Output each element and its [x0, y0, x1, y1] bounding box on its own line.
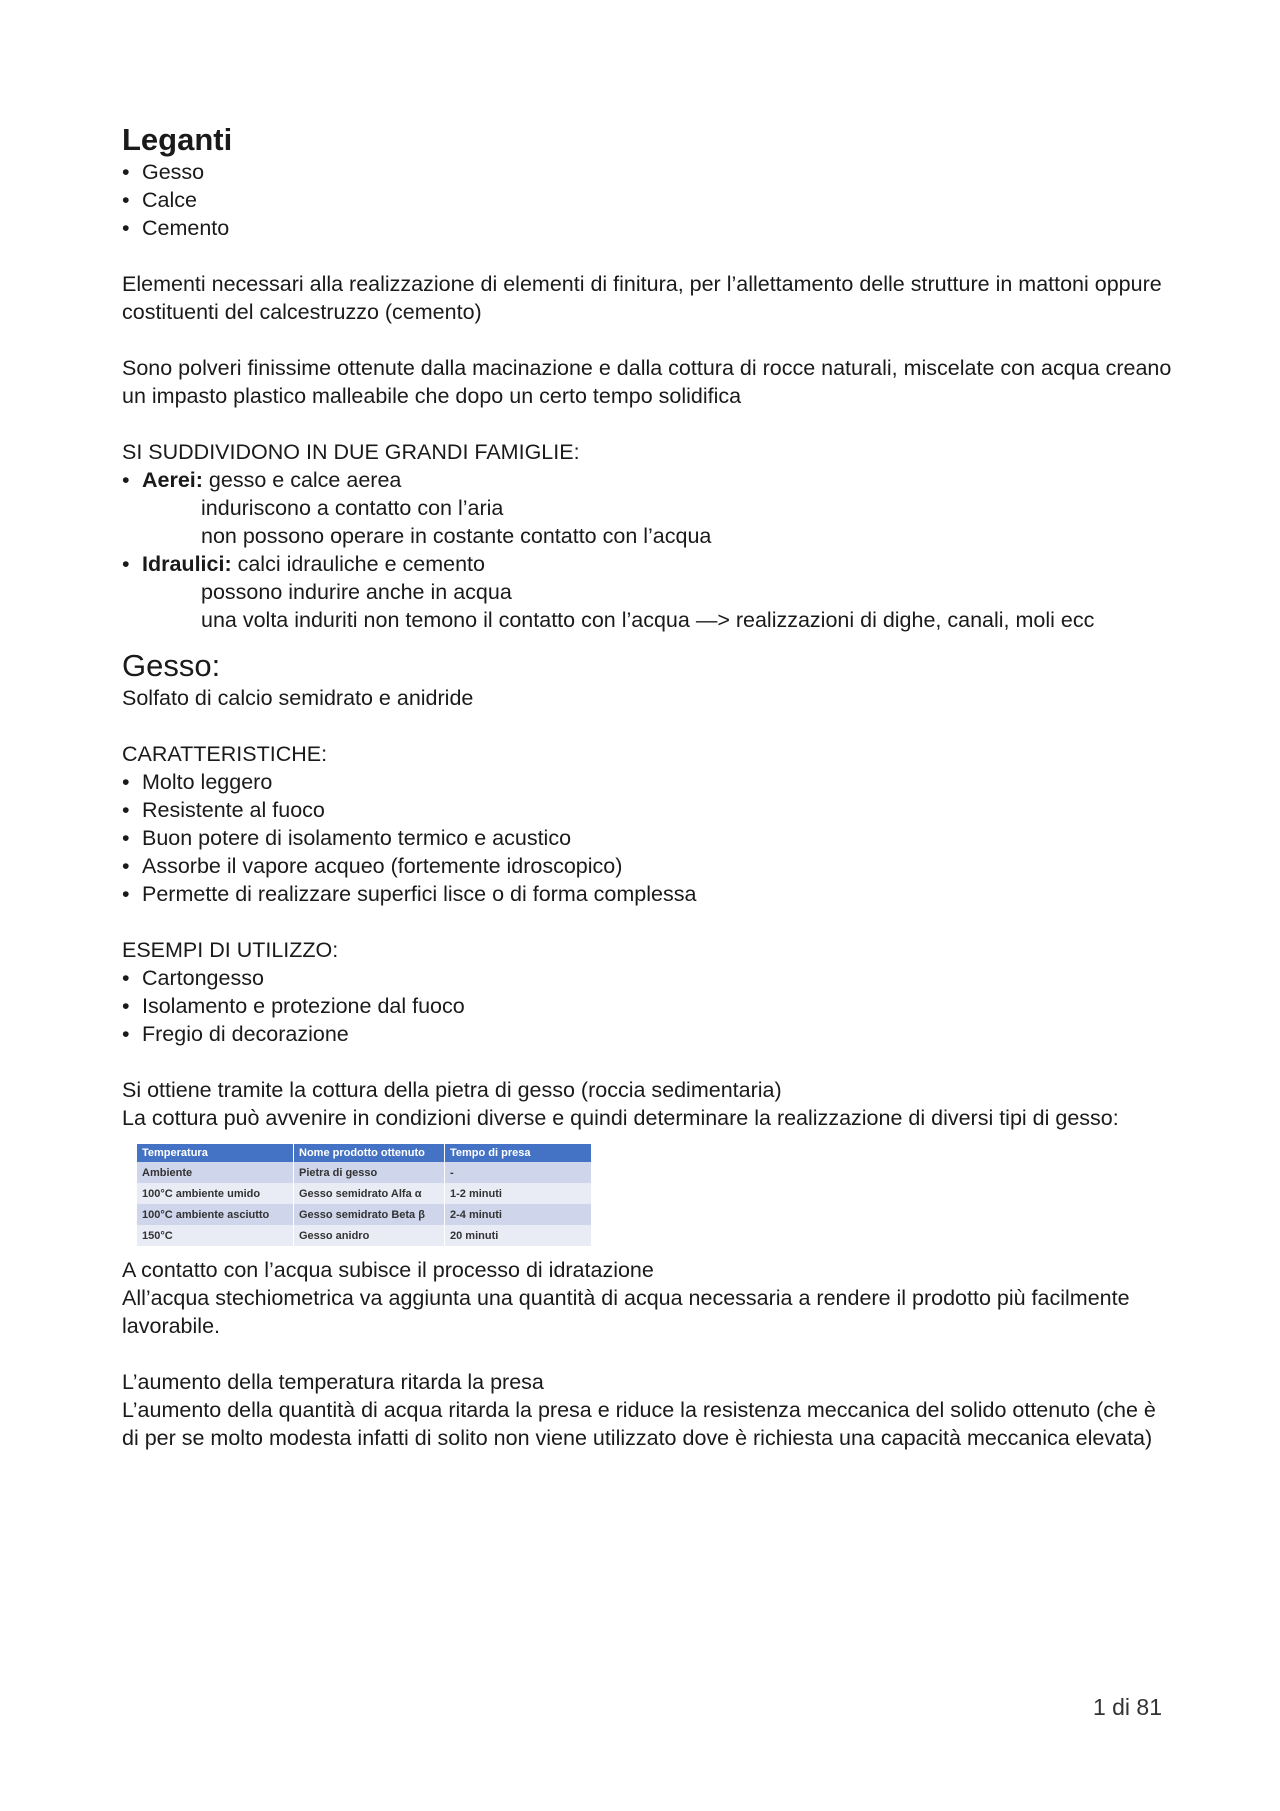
list-item: • Permette di realizzare superfici lisce o di forma complessa: [122, 880, 1172, 908]
list-item: • Assorbe il vapore acqueo (fortemente idroscopico): [122, 852, 1172, 880]
table-cell: 100°C ambiente asciutto: [137, 1204, 294, 1225]
list-item: • Isolamento e protezione dal fuoco: [122, 992, 1172, 1020]
table-cell: 2-4 minuti: [445, 1204, 592, 1225]
family-note: non possono operare in costante contatto con l’acqua: [201, 524, 712, 548]
paragraph: Elementi necessari alla realizzazione di elementi di finitura, per l’allettamento delle strutture in mattoni oppure costituenti del calcestruzzo (cemento): [122, 272, 1162, 324]
family-note: induriscono a contatto con l’aria: [201, 496, 504, 520]
families-list: [122, 466, 1172, 494]
gesso-types-table: [137, 1144, 592, 1246]
paragraph: A contatto con l’acqua subisce il processo di idratazione: [122, 1258, 654, 1282]
page-number: 1 di 81: [1092, 1694, 1162, 1720]
table-cell: 150°C: [137, 1225, 294, 1246]
list-item: [122, 466, 1172, 494]
table-row: [137, 1183, 592, 1204]
page-title: Leganti: [122, 122, 233, 157]
list-item: • Buon potere di isolamento termico e acustico: [122, 824, 1172, 852]
characteristics-list: [122, 768, 1172, 908]
table-header: Nome prodotto ottenuto: [294, 1144, 445, 1162]
section-heading: SI SUDDIVIDONO IN DUE GRANDI FAMIGLIE:: [122, 440, 580, 464]
uses-list: [122, 964, 1172, 1048]
list-item: • Fregio di decorazione: [122, 1020, 1172, 1048]
table-cell: -: [445, 1162, 592, 1183]
family-label: Aerei:: [142, 468, 203, 492]
list-item: • Resistente al fuoco: [122, 796, 1172, 824]
list-item: • Cemento: [122, 214, 1172, 242]
family-note: possono indurire anche in acqua: [201, 580, 512, 604]
section-heading: ESEMPI DI UTILIZZO:: [122, 938, 339, 962]
table-cell: Gesso semidrato Alfa α: [294, 1183, 445, 1204]
table-cell: Gesso anidro: [294, 1225, 445, 1246]
list-item: • Molto leggero: [122, 768, 1172, 796]
family-desc: gesso e calce aerea: [202, 468, 402, 492]
family-desc: calci idrauliche e cemento: [231, 552, 485, 576]
section-heading: CARATTERISTICHE:: [122, 742, 328, 766]
paragraph: Si ottiene tramite la cottura della pietra di gesso (roccia sedimentaria): [122, 1078, 782, 1102]
table-header: Tempo di presa: [445, 1144, 592, 1162]
family-label: Idraulici:: [142, 552, 232, 576]
intro-list: [122, 158, 1172, 242]
paragraph: La cottura può avvenire in condizioni diverse e quindi determinare la realizzazione di diversi tipi di gesso:: [122, 1106, 1119, 1130]
table-cell: Gesso semidrato Beta β: [294, 1204, 445, 1225]
table-cell: Pietra di gesso: [294, 1162, 445, 1183]
table-cell: 20 minuti: [445, 1225, 592, 1246]
list-item: • Calce: [122, 186, 1172, 214]
document-page: [122, 118, 1172, 1452]
paragraph: Sono polveri finissime ottenute dalla macinazione e dalla cottura di rocce naturali, miscelate con acqua creano un impasto plastico malleabile che dopo un certo tempo solidifica: [122, 356, 1172, 408]
table-row: [137, 1162, 592, 1183]
list-item: • Gesso: [122, 158, 1172, 186]
table-header: Temperatura: [137, 1144, 294, 1162]
table-row: [137, 1204, 592, 1225]
list-item: • Cartongesso: [122, 964, 1172, 992]
paragraph: L’aumento della temperatura ritarda la presa: [122, 1370, 544, 1394]
families-list-2: [122, 550, 1172, 578]
table-row: [137, 1225, 592, 1246]
paragraph: All’acqua stechiometrica va aggiunta una quantità di acqua necessaria a rendere il prodotto più facilmente lavorabile.: [122, 1286, 1130, 1338]
list-item: [122, 550, 1172, 578]
table-cell: 1-2 minuti: [445, 1183, 592, 1204]
gesso-heading: Gesso:: [122, 648, 221, 683]
family-note: una volta induriti non temono il contatto con l’acqua —> realizzazioni di dighe, canali, moli ecc: [201, 608, 1095, 632]
paragraph: Solfato di calcio semidrato e anidride: [122, 686, 474, 710]
paragraph: L’aumento della quantità di acqua ritarda la presa e riduce la resistenza meccanica del solido ottenuto (che è di per se molto modesta infatti di solito non viene utilizzato dove è richiesta una capacità meccanica elevata): [122, 1398, 1156, 1450]
table-cell: Ambiente: [137, 1162, 294, 1183]
table-cell: 100°C ambiente umido: [137, 1183, 294, 1204]
